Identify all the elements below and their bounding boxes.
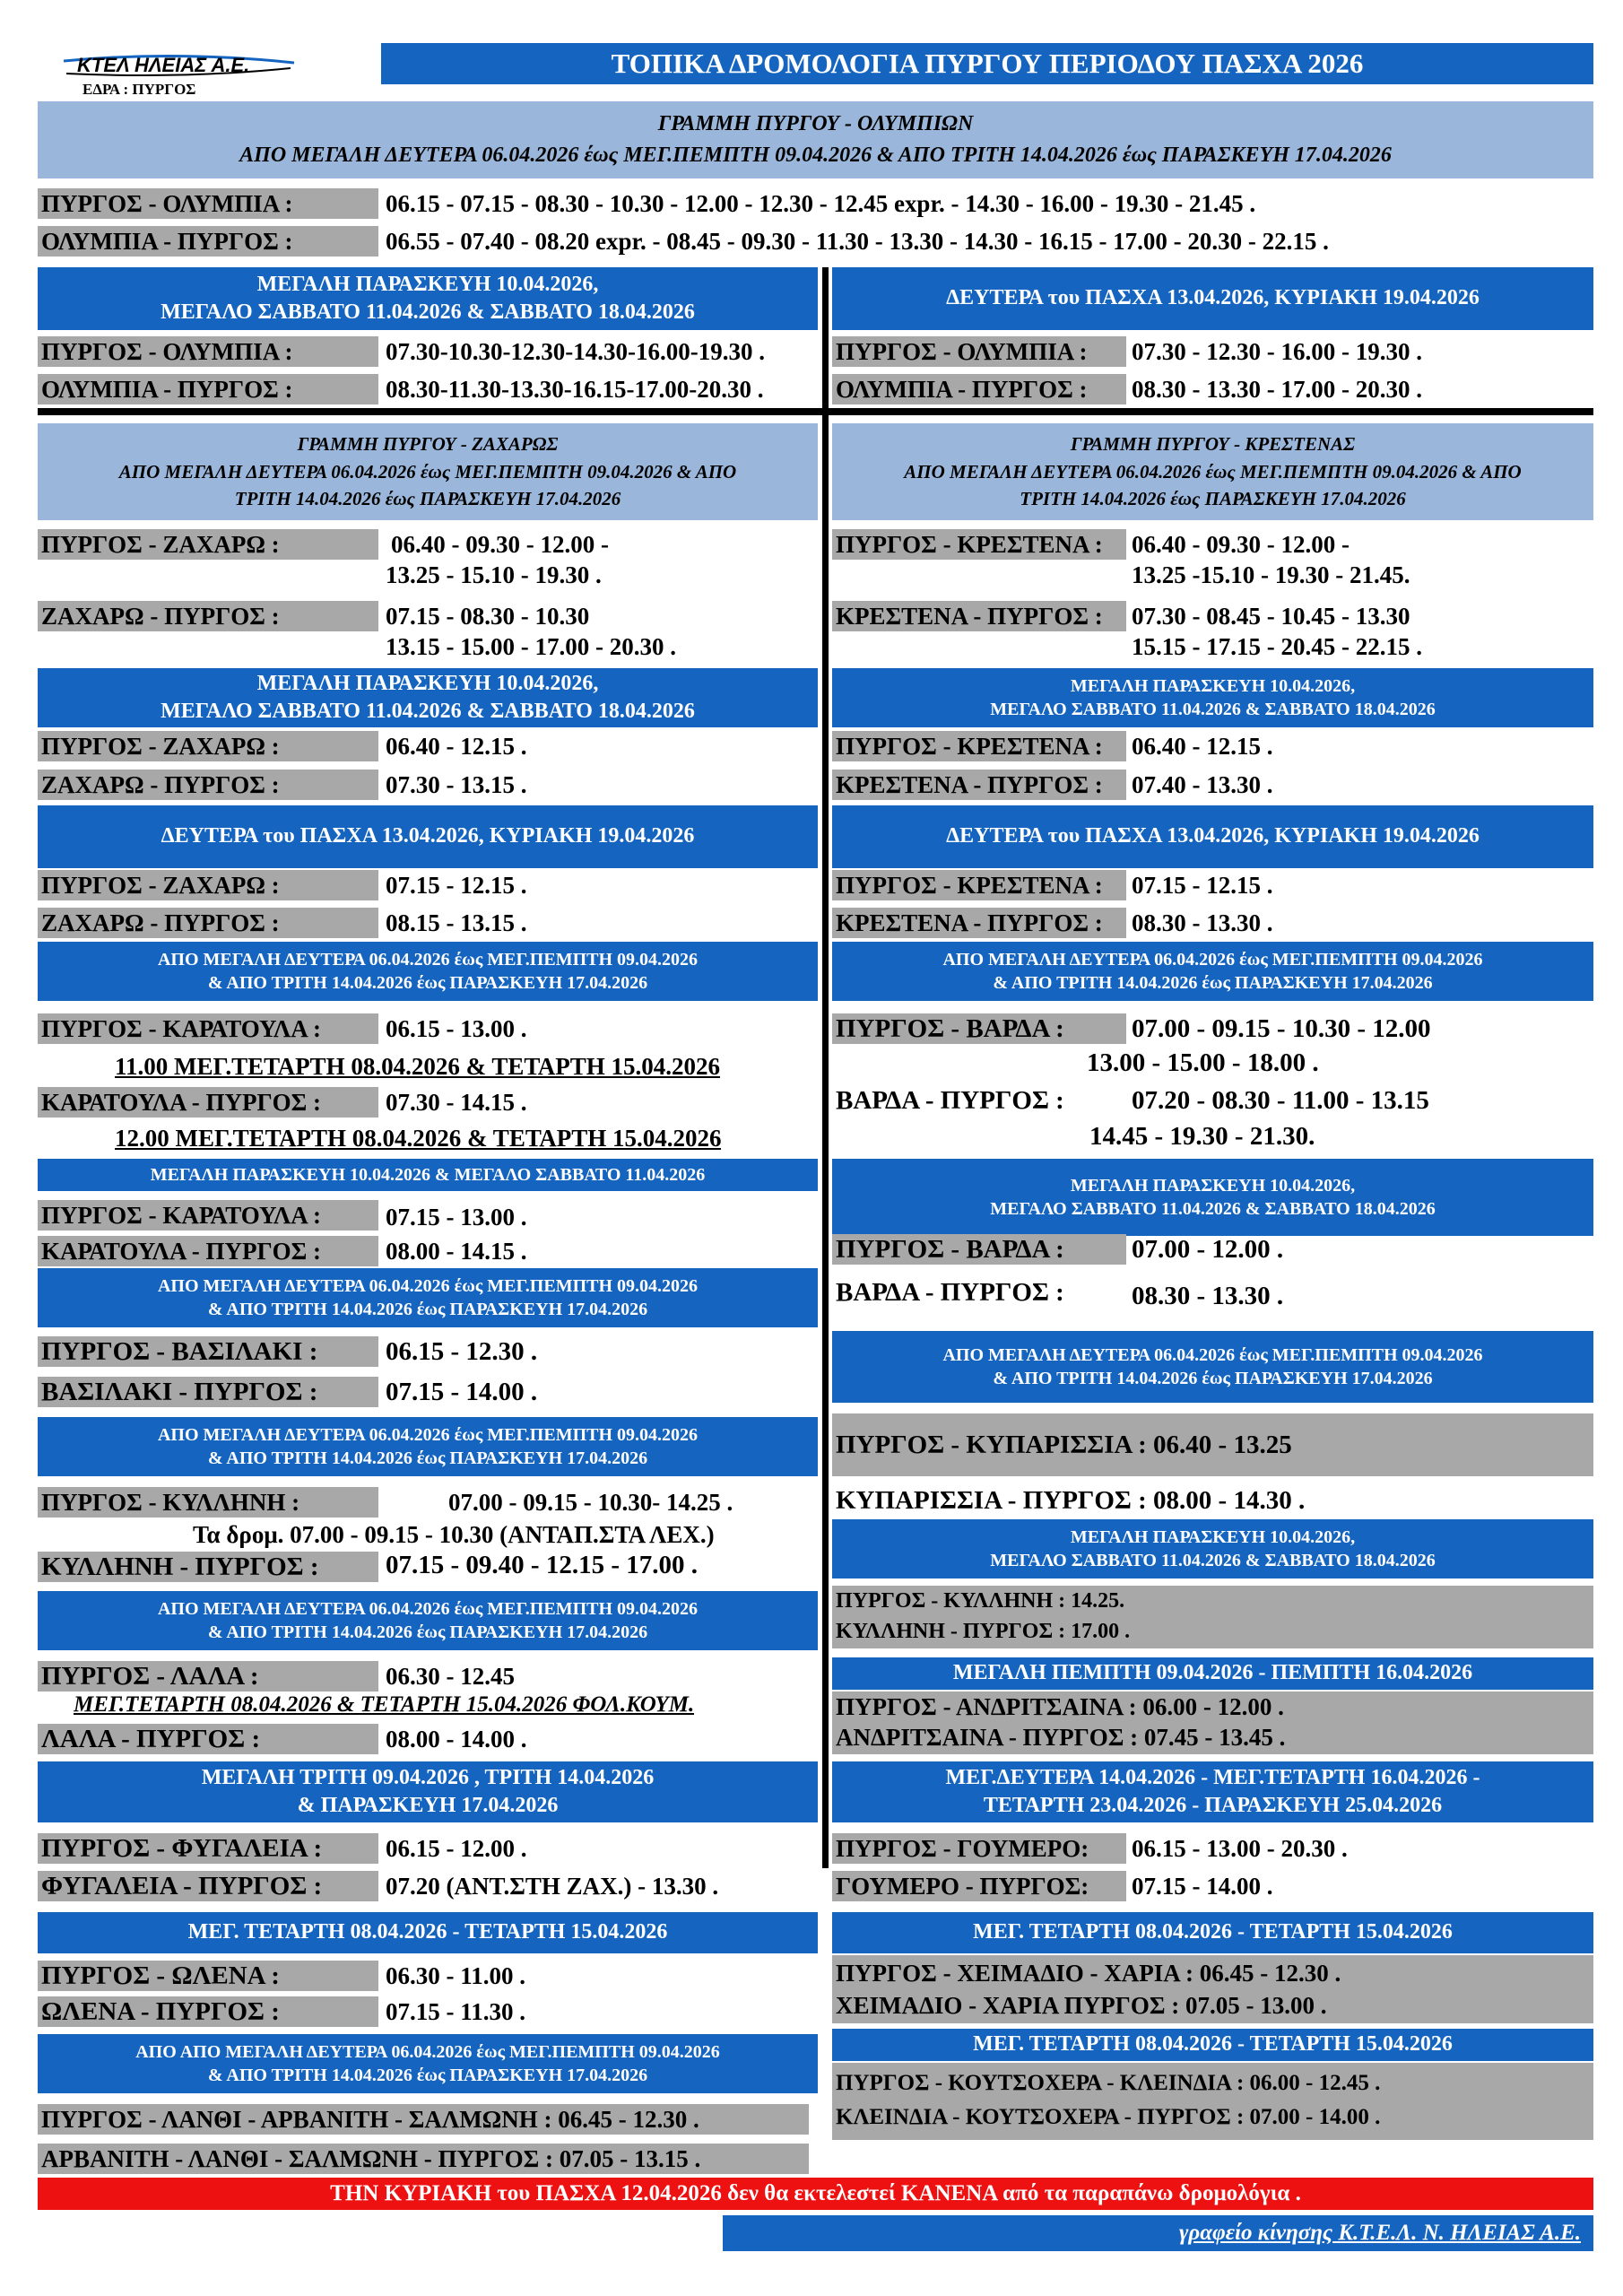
zacharo-r4-label: ΖΑΧΑΡΩ - ΠΥΡΓΟΣ : xyxy=(38,770,378,800)
line-period: ΑΠΟ ΜΕΓΑΛΗ ΔΕΥΤΕΡΑ 06.04.2026 έως ΜΕΓ.ΠΕΜΠΤΗ 09.04.2026 & ΑΠΟ xyxy=(904,460,1522,483)
subheader-line: & ΑΠΟ ΤΡΙΤΗ 14.04.2026 έως ΠΑΡΑΣΚΕΥΗ 17.04.2026 xyxy=(207,1622,648,1642)
olympia-rr2-label: ΟΛΥΜΠΙΑ - ΠΥΡΓΟΣ : xyxy=(832,374,1126,404)
subheader-line: ΜΕΓΑΛΗ ΠΑΡΑΣΚΕΥΗ 10.04.2026, xyxy=(256,272,599,296)
subheader-line: ΑΠΟ ΑΠΟ ΜΕΓΑΛΗ ΔΕΥΤΕΡΑ 06.04.2026 έως ΜΕΓ.ΠΕΜΠΤΗ 09.04.2026 xyxy=(135,2042,720,2062)
subheader-line: ΑΠΟ ΜΕΓΑΛΗ ΔΕΥΤΕΡΑ 06.04.2026 έως ΜΕΓ.ΠΕΜΠΤΗ 09.04.2026 xyxy=(157,1599,699,1619)
lanthi-header xyxy=(38,2034,818,2093)
fygaleia-r2-label: ΦΥΓΑΛΕΙΑ - ΠΥΡΓΟΣ : xyxy=(38,1871,378,1901)
zacharo-r6-times: 08.15 - 13.15 . xyxy=(386,909,527,936)
goumero-r1-label: ΠΥΡΓΟΣ - ΓΟΥΜΕΡΟ: xyxy=(832,1833,1126,1864)
olena-r1-label: ΠΥΡΓΟΣ - ΩΛΕΝΑ : xyxy=(38,1961,378,1991)
logo-text: ΚΤΕΛ ΗΛΕΙΑΣ Α.Ε. xyxy=(77,54,250,76)
cheimadio-header: ΜΕΓ. ΤΕΤΑΡΤΗ 08.04.2026 - ΤΕΤΑΡΤΗ 15.04.2026 xyxy=(832,1912,1593,1953)
cheimadio-r1: ΠΥΡΓΟΣ - ΧΕΙΜΑΔΙΟ - ΧΑΡΙΑ : 06.45 - 12.30 . xyxy=(836,1960,1341,1987)
varda-holiday-header xyxy=(832,1159,1593,1236)
krestena-r3-label: ΠΥΡΓΟΣ - ΚΡΕΣΤΕΝΑ : xyxy=(832,731,1126,761)
subheader-line: ΑΠΟ ΜΕΓΑΛΗ ΔΕΥΤΕΡΑ 06.04.2026 έως ΜΕΓ.ΠΕΜΠΤΗ 09.04.2026 xyxy=(942,1345,1483,1365)
zacharo-r3-times: 06.40 - 12.15 . xyxy=(386,733,527,760)
olympia-right-subheader: ΔΕΥΤΕΡΑ του ΠΑΣΧΑ 13.04.2026, ΚΥΡΙΑΚΗ 19.04.2026 xyxy=(832,267,1593,330)
krestena-r6-times: 08.30 - 13.30 . xyxy=(1132,909,1273,936)
vasilaki-header xyxy=(38,1268,818,1327)
krestena-easter-header: ΔΕΥΤΕΡΑ του ΠΑΣΧΑ 13.04.2026, ΚΥΡΙΑΚΗ 19.04.2026 xyxy=(832,805,1593,868)
subheader-line: ΑΠΟ ΜΕΓΑΛΗ ΔΕΥΤΕΡΑ 06.04.2026 έως ΜΕΓ.ΠΕΜΠΤΗ 09.04.2026 xyxy=(157,950,699,970)
olympia-rr1-times: 07.30 - 12.30 - 16.00 - 19.30 . xyxy=(1132,338,1422,365)
line-period: ΤΡΙΤΗ 14.04.2026 έως ΠΑΡΑΣΚΕΥΗ 17.04.2026 xyxy=(234,488,621,510)
subheader-line: ΑΠΟ ΜΕΓΑΛΗ ΔΕΥΤΕΡΑ 06.04.2026 έως ΜΕΓ.ΠΕΜΠΤΗ 09.04.2026 xyxy=(157,1425,699,1445)
olena-r2-label: ΩΛΕΝΑ - ΠΥΡΓΟΣ : xyxy=(38,1996,378,2027)
horizontal-divider xyxy=(38,408,1593,415)
karatoula-holiday-header: ΜΕΓΑΛΗ ΠΑΡΑΣΚΕΥΗ 10.04.2026 & ΜΕΓΑΛΟ ΣΑΒΒΑΤΟ 11.04.2026 xyxy=(38,1159,818,1191)
krestena-r5-times: 07.15 - 12.15 . xyxy=(1132,872,1273,899)
kyparissia-header xyxy=(832,1331,1593,1403)
varda-r2-times-b: 14.45 - 19.30 - 21.30. xyxy=(1089,1122,1315,1151)
kyllini-r1-times: 07.00 - 09.15 - 10.30- 14.25 . xyxy=(448,1489,733,1516)
karatoula-r4-label: ΚΑΡΑΤΟΥΛΑ - ΠΥΡΓΟΣ : xyxy=(38,1236,378,1266)
koutsochera-r2: ΚΛΕΙΝΔΙΑ - ΚΟΥΤΣΟΧΕΡΑ - ΠΥΡΓΟΣ : 07.00 - 14.00 . xyxy=(836,2105,1381,2129)
lala-header xyxy=(38,1591,818,1650)
line-period: ΤΡΙΤΗ 14.04.2026 έως ΠΑΡΑΣΚΕΥΗ 17.04.2026 xyxy=(1020,488,1406,510)
goumero-r2-label: ΓΟΥΜΕΡΟ - ΠΥΡΓΟΣ: xyxy=(832,1871,1126,1901)
varda-r1-times-b: 13.00 - 15.00 - 18.00 . xyxy=(1087,1048,1319,1077)
karatoula-r1-label: ΠΥΡΓΟΣ - ΚΑΡΑΤΟΥΛΑ : xyxy=(38,1013,378,1044)
krestena-holiday-header xyxy=(832,668,1593,727)
olympia-line-header xyxy=(38,101,1593,178)
koutsochera-r1: ΠΥΡΓΟΣ - ΚΟΥΤΣΟΧΕΡΑ - ΚΛΕΙΝΔΙΑ : 06.00 - 12.45 . xyxy=(836,2071,1381,2095)
varda-r1-times-a: 07.00 - 09.15 - 10.30 - 12.00 xyxy=(1132,1014,1431,1043)
cheimadio-box xyxy=(832,1955,1593,2023)
krestena-r1-times-a: 06.40 - 09.30 - 12.00 - xyxy=(1132,531,1350,558)
kyparissia-r1: ΠΥΡΓΟΣ - ΚΥΠΑΡΙΣΣΙΑ : 06.40 - 13.25 xyxy=(832,1413,1593,1476)
karatoula-r3-times: 07.15 - 13.00 . xyxy=(386,1204,527,1231)
zacharo-line-header xyxy=(38,423,818,520)
zacharo-easter-header: ΔΕΥΤΕΡΑ του ΠΑΣΧΑ 13.04.2026, ΚΥΡΙΑΚΗ 19.04.2026 xyxy=(38,805,818,868)
koutsochera-box xyxy=(832,2063,1593,2140)
kyllini-r2-times: 07.15 - 09.40 - 12.15 - 17.00 . xyxy=(386,1551,698,1579)
zacharo-r3-label: ΠΥΡΓΟΣ - ΖΑΧΑΡΩ : xyxy=(38,731,378,761)
fygaleia-header xyxy=(38,1761,818,1822)
varda-r4-times: 08.30 - 13.30 . xyxy=(1132,1282,1284,1310)
kyllini-r2-label: ΚΥΛΛΗΝΗ - ΠΥΡΓΟΣ : xyxy=(38,1552,378,1582)
varda-r1-label: ΠΥΡΓΟΣ - ΒΑΡΔΑ : xyxy=(832,1013,1126,1044)
subheader-line: ΜΕΓΑΛΟ ΣΑΒΒΑΤΟ 11.04.2026 & ΣΑΒΒΑΤΟ 18.04.2026 xyxy=(990,700,1436,719)
olympia-r2-times: 06.55 - 07.40 - 08.20 expr. - 08.45 - 09.30 - 11.30 - 13.30 - 14.30 - 16.15 - 17.00 - 20.30 - 22.15 . xyxy=(386,228,1329,255)
karatoula-r2-note: 12.00 ΜΕΓ.ΤΕΤΑΡΤΗ 08.04.2026 & ΤΕΤΑΡΤΗ 15.04.2026 xyxy=(115,1125,722,1152)
zacharo-r2-times-b: 13.15 - 15.00 - 17.00 - 20.30 . xyxy=(386,633,676,660)
kyllini-r1-label: ΠΥΡΓΟΣ - ΚΥΛΛΗΝΗ : xyxy=(38,1487,378,1518)
krestena-r4-label: ΚΡΕΣΤΕΝΑ - ΠΥΡΓΟΣ : xyxy=(832,770,1126,800)
kyparissia-r2: ΚΥΠΑΡΙΣΣΙΑ - ΠΥΡΓΟΣ : 08.00 - 14.30 . xyxy=(836,1486,1306,1515)
subheader-line: & ΑΠΟ ΤΡΙΤΗ 14.04.2026 έως ΠΑΡΑΣΚΕΥΗ 17.04.2026 xyxy=(207,1448,648,1468)
subheader-line: & ΑΠΟ ΤΡΙΤΗ 14.04.2026 έως ΠΑΡΑΣΚΕΥΗ 17.04.2026 xyxy=(207,973,648,993)
olympia-l1-times: 07.30-10.30-12.30-14.30-16.00-19.30 . xyxy=(386,338,765,365)
andritsaina-header: ΜΕΓΑΛΗ ΠΕΜΠΤΗ 09.04.2026 - ΠΕΜΠΤΗ 16.04.2026 xyxy=(832,1657,1593,1690)
krestena-r1-times-b: 13.25 -15.10 - 19.30 - 21.45. xyxy=(1132,561,1410,588)
subheader-line: ΤΕΤΑΡΤΗ 23.04.2026 - ΠΑΡΑΣΚΕΥΗ 25.04.2026 xyxy=(983,1794,1443,1817)
varda-r2-times-a: 07.20 - 08.30 - 11.00 - 13.15 xyxy=(1132,1086,1429,1115)
subheader-line: ΜΕΓΑΛΟ ΣΑΒΒΑΤΟ 11.04.2026 & ΣΑΒΒΑΤΟ 18.04.2026 xyxy=(161,300,695,324)
olena-r2-times: 07.15 - 11.30 . xyxy=(386,1998,526,2025)
zacharo-r5-times: 07.15 - 12.15 . xyxy=(386,872,527,899)
line-title: ΓΡΑΜΜΗ ΠΥΡΓΟΥ - ΖΑΧΑΡΩΣ xyxy=(297,433,559,456)
subheader-line: & ΑΠΟ ΤΡΙΤΗ 14.04.2026 έως ΠΑΡΑΣΚΕΥΗ 17.04.2026 xyxy=(993,973,1433,993)
subheader-line: ΜΕΓΑΛΟ ΣΑΒΒΑΤΟ 11.04.2026 & ΣΑΒΒΑΤΟ 18.04.2026 xyxy=(990,1551,1436,1570)
karatoula-header xyxy=(38,942,818,1001)
andritsaina-box xyxy=(832,1692,1593,1754)
olympia-r2-label: ΟΛΥΜΠΙΑ - ΠΥΡΓΟΣ : xyxy=(38,226,378,257)
column-divider xyxy=(822,415,829,1868)
krestena-r2-label: ΚΡΕΣΤΕΝΑ - ΠΥΡΓΟΣ : xyxy=(832,601,1126,631)
subheader-line: & ΑΠΟ ΤΡΙΤΗ 14.04.2026 έως ΠΑΡΑΣΚΕΥΗ 17.04.2026 xyxy=(993,1369,1433,1388)
subheader-line: ΜΕΓΑΛΗ ΤΡΙΤΗ 09.04.2026 , ΤΡΙΤΗ 14.04.2026 xyxy=(201,1765,655,1789)
vasilaki-r2-times: 07.15 - 14.00 . xyxy=(386,1378,538,1406)
olympia-period: ΑΠΟ ΜΕΓΑΛΗ ΔΕΥΤΕΡΑ 06.04.2026 έως ΜΕΓ.ΠΕΜΠΤΗ 09.04.2026 & ΑΠΟ ΤΡΙΤΗ 14.04.2026 έως ΠΑΡΑΣΚΕΥΗ 17.04.2026 xyxy=(239,144,1392,167)
subheader-line: ΜΕΓΑΛΟ ΣΑΒΒΑΤΟ 11.04.2026 & ΣΑΒΒΑΤΟ 18.04.2026 xyxy=(161,700,695,723)
kyllini-header xyxy=(38,1417,818,1476)
line-title: ΓΡΑΜΜΗ ΠΥΡΓΟΥ - ΚΡΕΣΤΕΝΑΣ xyxy=(1070,433,1356,456)
kyllini-right-header xyxy=(832,1519,1593,1578)
vasilaki-r2-label: ΒΑΣΙΛΑΚΙ - ΠΥΡΓΟΣ : xyxy=(38,1377,378,1407)
olympia-left-subheader xyxy=(38,267,818,330)
krestena-r3-times: 06.40 - 12.15 . xyxy=(1132,733,1273,760)
zacharo-r4-times: 07.30 - 13.15 . xyxy=(386,771,527,798)
krestena-r2-times-a: 07.30 - 08.45 - 10.45 - 13.30 xyxy=(1132,603,1410,630)
subheader-line: ΜΕΓΑΛΗ ΠΑΡΑΣΚΕΥΗ 10.04.2026, xyxy=(1070,1527,1356,1547)
subheader-line: ΜΕΓΑΛΗ ΠΑΡΑΣΚΕΥΗ 10.04.2026, xyxy=(1070,676,1356,696)
lala-r2-label: ΛΑΛΑ - ΠΥΡΓΟΣ : xyxy=(38,1724,378,1754)
olympia-l2-times: 08.30-11.30-13.30-16.15-17.00-20.30 . xyxy=(386,376,764,403)
subheader-line: ΜΕΓΑΛΗ ΠΑΡΑΣΚΕΥΗ 10.04.2026, xyxy=(1070,1176,1356,1196)
olympia-r1-times: 06.15 - 07.15 - 08.30 - 10.30 - 12.00 - 12.30 - 12.45 expr. - 14.30 - 16.00 - 19.30 - 21.45 . xyxy=(386,190,1256,217)
krestena-r2-times-b: 15.15 - 17.15 - 20.45 - 22.15 . xyxy=(1132,633,1422,660)
line-period: ΑΠΟ ΜΕΓΑΛΗ ΔΕΥΤΕΡΑ 06.04.2026 έως ΜΕΓ.ΠΕΜΠΤΗ 09.04.2026 & ΑΠΟ xyxy=(118,460,737,483)
koutsochera-header: ΜΕΓ. ΤΕΤΑΡΤΗ 08.04.2026 - ΤΕΤΑΡΤΗ 15.04.2026 xyxy=(832,2029,1593,2061)
olympia-l2-label: ΟΛΥΜΠΙΑ - ΠΥΡΓΟΣ : xyxy=(38,374,378,404)
varda-r2-label: ΒΑΡΔΑ - ΠΥΡΓΟΣ : xyxy=(836,1086,1064,1115)
kyllini-right-box xyxy=(832,1586,1593,1648)
subheader-line: & ΠΑΡΑΣΚΕΥΗ 17.04.2026 xyxy=(297,1794,559,1817)
olympia-r1-label: ΠΥΡΓΟΣ - ΟΛΥΜΠΙΑ : xyxy=(38,188,378,219)
krestena-line-header xyxy=(832,423,1593,520)
lala-r1-note: ΜΕΓ.ΤΕΤΑΡΤΗ 08.04.2026 & ΤΕΤΑΡΤΗ 15.04.2026 ΦΟΛ.ΚΟΥΜ. xyxy=(74,1692,695,1717)
zacharo-r2-label: ΖΑΧΑΡΩ - ΠΥΡΓΟΣ : xyxy=(38,601,378,631)
fygaleia-r1-label: ΠΥΡΓΟΣ - ΦΥΓΑΛΕΙΑ : xyxy=(38,1833,378,1864)
subheader-line: ΑΠΟ ΜΕΓΑΛΗ ΔΕΥΤΕΡΑ 06.04.2026 έως ΜΕΓ.ΠΕΜΠΤΗ 09.04.2026 xyxy=(942,950,1483,970)
goumero-r1-times: 06.15 - 13.00 - 20.30 . xyxy=(1132,1835,1348,1862)
andritsaina-r2: ΑΝΔΡΙΤΣΑΙΝΑ - ΠΥΡΓΟΣ : 07.45 - 13.45 . xyxy=(836,1724,1286,1751)
varda-r3-times: 07.00 - 12.00 . xyxy=(1132,1235,1284,1264)
page-title: ΤΟΠΙΚΑ ΔΡΟΜΟΛΟΓΙΑ ΠΥΡΓΟΥ ΠΕΡΙΟΔΟΥ ΠΑΣΧΑ 2026 xyxy=(381,43,1593,84)
vasilaki-r1-label: ΠΥΡΓΟΣ - ΒΑΣΙΛΑΚΙ : xyxy=(38,1336,378,1367)
olympia-l1-label: ΠΥΡΓΟΣ - ΟΛΥΜΠΙΑ : xyxy=(38,336,378,367)
krestena-r6-label: ΚΡΕΣΤΕΝΑ - ΠΥΡΓΟΣ : xyxy=(832,908,1126,938)
zacharo-r2-times-a: 07.15 - 08.30 - 10.30 xyxy=(386,603,590,630)
goumero-header xyxy=(832,1761,1593,1822)
zacharo-r5-label: ΠΥΡΓΟΣ - ΖΑΧΑΡΩ : xyxy=(38,870,378,900)
varda-r3-label: ΠΥΡΓΟΣ - ΒΑΡΔΑ : xyxy=(832,1234,1126,1265)
krestena-r5-label: ΠΥΡΓΟΣ - ΚΡΕΣΤΕΝΑ : xyxy=(832,870,1126,900)
zacharo-r1-times-a: 06.40 - 09.30 - 12.00 - xyxy=(391,531,609,558)
company-logo xyxy=(59,52,297,77)
subheader-line: ΜΕΓΑΛΟ ΣΑΒΒΑΤΟ 11.04.2026 & ΣΑΒΒΑΤΟ 18.04.2026 xyxy=(990,1199,1436,1219)
karatoula-r1-times: 06.15 - 13.00 . xyxy=(386,1015,527,1042)
subheader-line: ΑΠΟ ΜΕΓΑΛΗ ΔΕΥΤΕΡΑ 06.04.2026 έως ΜΕΓ.ΠΕΜΠΤΗ 09.04.2026 xyxy=(157,1276,699,1296)
lanthi-r2: ΑΡΒΑΝΙΤΗ - ΛΑΝΘΙ - ΣΑΛΜΩΝΗ - ΠΥΡΓΟΣ : 07.05 - 13.15 . xyxy=(38,2144,809,2174)
karatoula-r2-label: ΚΑΡΑΤΟΥΛΑ - ΠΥΡΓΟΣ : xyxy=(38,1087,378,1118)
karatoula-r3-label: ΠΥΡΓΟΣ - ΚΑΡΑΤΟΥΛΑ : xyxy=(38,1200,378,1231)
zacharo-r6-label: ΖΑΧΑΡΩ - ΠΥΡΓΟΣ : xyxy=(38,908,378,938)
varda-header xyxy=(832,942,1593,1001)
lala-r1-times: 06.30 - 12.45 xyxy=(386,1663,515,1690)
karatoula-r1-note: 11.00 ΜΕΓ.ΤΕΤΑΡΤΗ 08.04.2026 & ΤΕΤΑΡΤΗ 15.04.2026 xyxy=(115,1053,720,1080)
olena-header: ΜΕΓ. ΤΕΤΑΡΤΗ 08.04.2026 - ΤΕΤΑΡΤΗ 15.04.2026 xyxy=(38,1912,818,1953)
andritsaina-r1: ΠΥΡΓΟΣ - ΑΝΔΡΙΤΣΑΙΝΑ : 06.00 - 12.00 . xyxy=(836,1693,1284,1720)
olena-r1-times: 06.30 - 11.00 . xyxy=(386,1962,526,1989)
olympia-rr1-label: ΠΥΡΓΟΣ - ΟΛΥΜΠΙΑ : xyxy=(832,336,1126,367)
fygaleia-r2-times: 07.20 (ΑΝΤ.ΣΤΗ ΖΑΧ.) - 13.30 . xyxy=(386,1873,719,1900)
lala-r1-label: ΠΥΡΓΟΣ - ΛΑΛΑ : xyxy=(38,1661,378,1692)
traffic-office-signature: γραφείο κίνησης Κ.Τ.Ε.Λ. Ν. ΗΛΕΙΑΣ Α.Ε. xyxy=(723,2215,1593,2251)
kyllini-right-r2: ΚΥΛΛΗΝΗ - ΠΥΡΓΟΣ : 17.00 . xyxy=(836,1620,1131,1643)
kyllini-right-r1: ΠΥΡΓΟΣ - ΚΥΛΛΗΝΗ : 14.25. xyxy=(836,1589,1125,1613)
lanthi-r1: ΠΥΡΓΟΣ - ΛΑΝΘΙ - ΑΡΒΑΝΙΤΗ - ΣΑΛΜΩΝΗ : 06.45 - 12.30 . xyxy=(38,2104,809,2135)
krestena-r4-times: 07.40 - 13.30 . xyxy=(1132,771,1273,798)
zacharo-r1-times-b: 13.25 - 15.10 - 19.30 . xyxy=(386,561,602,588)
zacharo-r1-label: ΠΥΡΓΟΣ - ΖΑΧΑΡΩ : xyxy=(38,529,378,560)
subheader-line: & ΑΠΟ ΤΡΙΤΗ 14.04.2026 έως ΠΑΡΑΣΚΕΥΗ 17.04.2026 xyxy=(207,1300,648,1319)
vasilaki-r1-times: 06.15 - 12.30 . xyxy=(386,1337,538,1366)
kyllini-r1-note: Τα δρομ. 07.00 - 09.15 - 10.30 (ΑΝΤΑΠ.ΣΤΑ ΛΕΧ.) xyxy=(193,1521,715,1548)
zacharo-holiday-header xyxy=(38,668,818,727)
karatoula-r2-times: 07.30 - 14.15 . xyxy=(386,1089,527,1116)
subheader-line: ΜΕΓ.ΔΕΥΤΕΡΑ 14.04.2026 - ΜΕΓ.ΤΕΤΑΡΤΗ 16.04.2026 - xyxy=(945,1765,1480,1789)
subheader-line: ΜΕΓΑΛΗ ΠΑΡΑΣΚΕΥΗ 10.04.2026, xyxy=(256,671,599,695)
cheimadio-r2: ΧΕΙΜΑΔΙΟ - ΧΑΡΙΑ ΠΥΡΓΟΣ : 07.05 - 13.00 . xyxy=(836,1992,1327,2019)
lala-r2-times: 08.00 - 14.00 . xyxy=(386,1726,527,1752)
krestena-r1-label: ΠΥΡΓΟΣ - ΚΡΕΣΤΕΝΑ : xyxy=(832,529,1126,560)
seat-label: ΕΔΡΑ : ΠΥΡΓΟΣ xyxy=(82,81,196,98)
column-divider xyxy=(822,267,829,411)
goumero-r2-times: 07.15 - 14.00 . xyxy=(1132,1873,1273,1900)
karatoula-r4-times: 08.00 - 14.15 . xyxy=(386,1238,527,1265)
easter-sunday-notice: ΤΗΝ ΚΥΡΙΑΚΗ του ΠΑΣΧΑ 12.04.2026 δεν θα εκτελεστεί ΚΑΝΕΝΑ από τα παραπάνω δρομολόγια . xyxy=(38,2178,1593,2210)
olympia-rr2-times: 08.30 - 13.30 - 17.00 - 20.30 . xyxy=(1132,376,1422,403)
subheader-line: & ΑΠΟ ΤΡΙΤΗ 14.04.2026 έως ΠΑΡΑΣΚΕΥΗ 17.04.2026 xyxy=(207,2066,648,2085)
fygaleia-r1-times: 06.15 - 12.00 . xyxy=(386,1835,527,1862)
olympia-line-title: ΓΡΑΜΜΗ ΠΥΡΓΟΥ - ΟΛΥΜΠΙΩΝ xyxy=(657,112,974,136)
varda-r4-label: ΒΑΡΔΑ - ΠΥΡΓΟΣ : xyxy=(836,1278,1064,1307)
